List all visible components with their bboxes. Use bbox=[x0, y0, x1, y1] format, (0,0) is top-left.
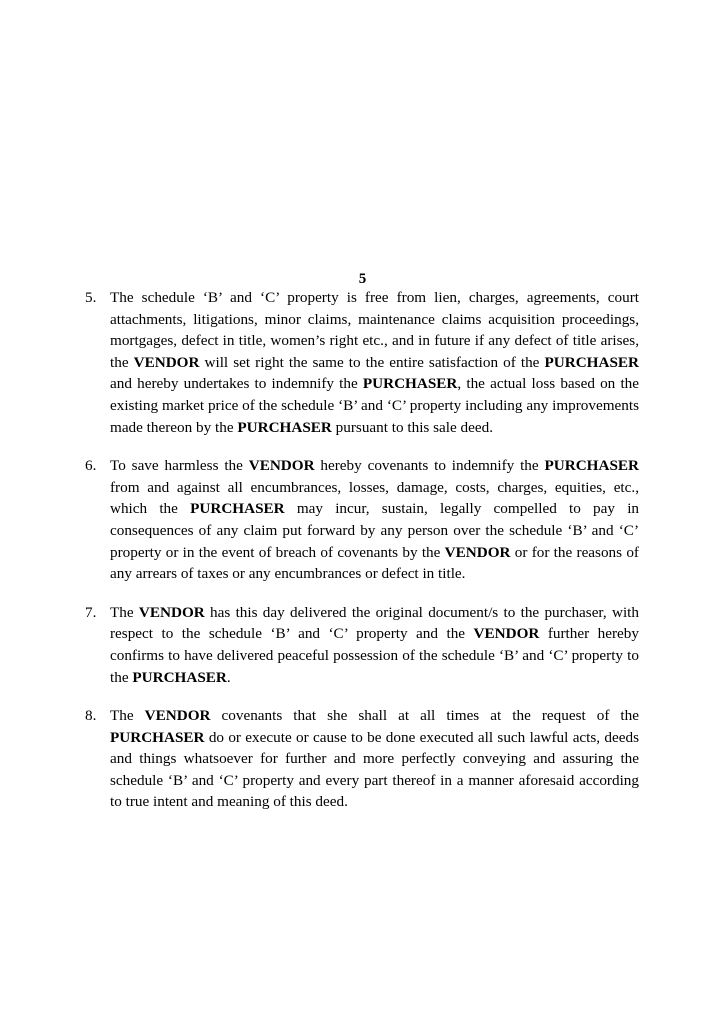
clause-text-run: will set right the same to the entire satisfaction of the bbox=[199, 353, 545, 371]
emphasised-party-term: VENDOR bbox=[473, 625, 540, 643]
clause-text bbox=[110, 705, 639, 813]
clause-marker: 6. bbox=[85, 457, 97, 475]
clause-item bbox=[85, 287, 639, 438]
emphasised-party-term: VENDOR bbox=[133, 353, 200, 371]
clause-text-run: may incur, sustain, legally compelled to pay in consequences of any claim put forward by any person over the schedule ‘B’ and ‘C’ property or in the event of breach of covenants by the bbox=[110, 500, 640, 561]
clause-list bbox=[85, 287, 639, 813]
clause-marker: 5. bbox=[85, 289, 97, 306]
emphasised-party-term: PURCHASER bbox=[362, 375, 458, 393]
clause-text-run: hereby covenants to indemnify the bbox=[314, 457, 545, 475]
clause-text-run: To save harmless the bbox=[110, 457, 249, 475]
clause-text-run: and hereby undertakes to indemnify the bbox=[110, 375, 363, 393]
emphasised-party-term: PURCHASER bbox=[132, 668, 227, 686]
emphasised-party-term: VENDOR bbox=[248, 457, 315, 475]
clause-text-run: covenants that she shall at all times at the request of the bbox=[210, 707, 639, 725]
clause-text-run: pursuant to this sale deed. bbox=[331, 418, 493, 436]
clause-text-run: from and against all encumbrances, losses, damage, costs, charges, equities, etc., which the bbox=[110, 478, 639, 518]
clause-text bbox=[110, 287, 639, 438]
clause-text-run: do or execute or cause to be done executed all such lawful acts, deeds and things whatsoever for further and more perfectly conveying and assuring the schedule ‘B’ and ‘C’ property and every part thereof in a manner aforesaid according to true intent and meaning of this deed. bbox=[110, 728, 639, 811]
clause-text-run: . bbox=[226, 668, 231, 686]
clause-item bbox=[85, 455, 639, 585]
clause-marker: 8. bbox=[85, 707, 97, 725]
clause-text bbox=[110, 455, 639, 585]
clause-text-run: The bbox=[110, 603, 139, 621]
emphasised-party-term: PURCHASER bbox=[110, 728, 205, 746]
emphasised-party-term: VENDOR bbox=[138, 603, 205, 621]
emphasised-party-term: PURCHASER bbox=[544, 457, 640, 475]
emphasised-party-term: VENDOR bbox=[144, 707, 211, 725]
emphasised-party-term: PURCHASER bbox=[544, 353, 639, 371]
emphasised-party-term: PURCHASER bbox=[190, 500, 285, 518]
clause-text-run: The bbox=[110, 707, 145, 725]
clause-marker: 7. bbox=[85, 603, 97, 621]
clause-text-run: , the actual loss based on the existing market price of the schedule ‘B’ and ‘C’ property including any improvements made thereon by the bbox=[110, 375, 639, 436]
page-number: 5 bbox=[358, 271, 367, 287]
emphasised-party-term: PURCHASER bbox=[237, 418, 332, 436]
clause-text-run: has this day delivered the original document/s to the purchaser, with respect to the schedule ‘B’ and ‘C’ property and the bbox=[110, 603, 639, 643]
clause-item bbox=[85, 705, 639, 813]
clause-text-run: further hereby confirms to have delivered peaceful possession of the schedule ‘B’ and ‘C’ property to the bbox=[110, 625, 639, 686]
emphasised-party-term: VENDOR bbox=[444, 543, 511, 561]
clause-item bbox=[85, 602, 639, 688]
clause-text-run: or for the reasons of any arrears of taxes or any encumbrances or defect in title. bbox=[110, 543, 639, 583]
clause-text-run: The schedule ‘B’ and ‘C’ property is free from lien, charges, agreements, court attachments, litigations, minor claims, maintenance claims acquisition proceedings, mortgages, defect in title, women’s right etc., and in future if any defect of title arises, the bbox=[110, 289, 639, 371]
clause-text bbox=[110, 602, 639, 688]
